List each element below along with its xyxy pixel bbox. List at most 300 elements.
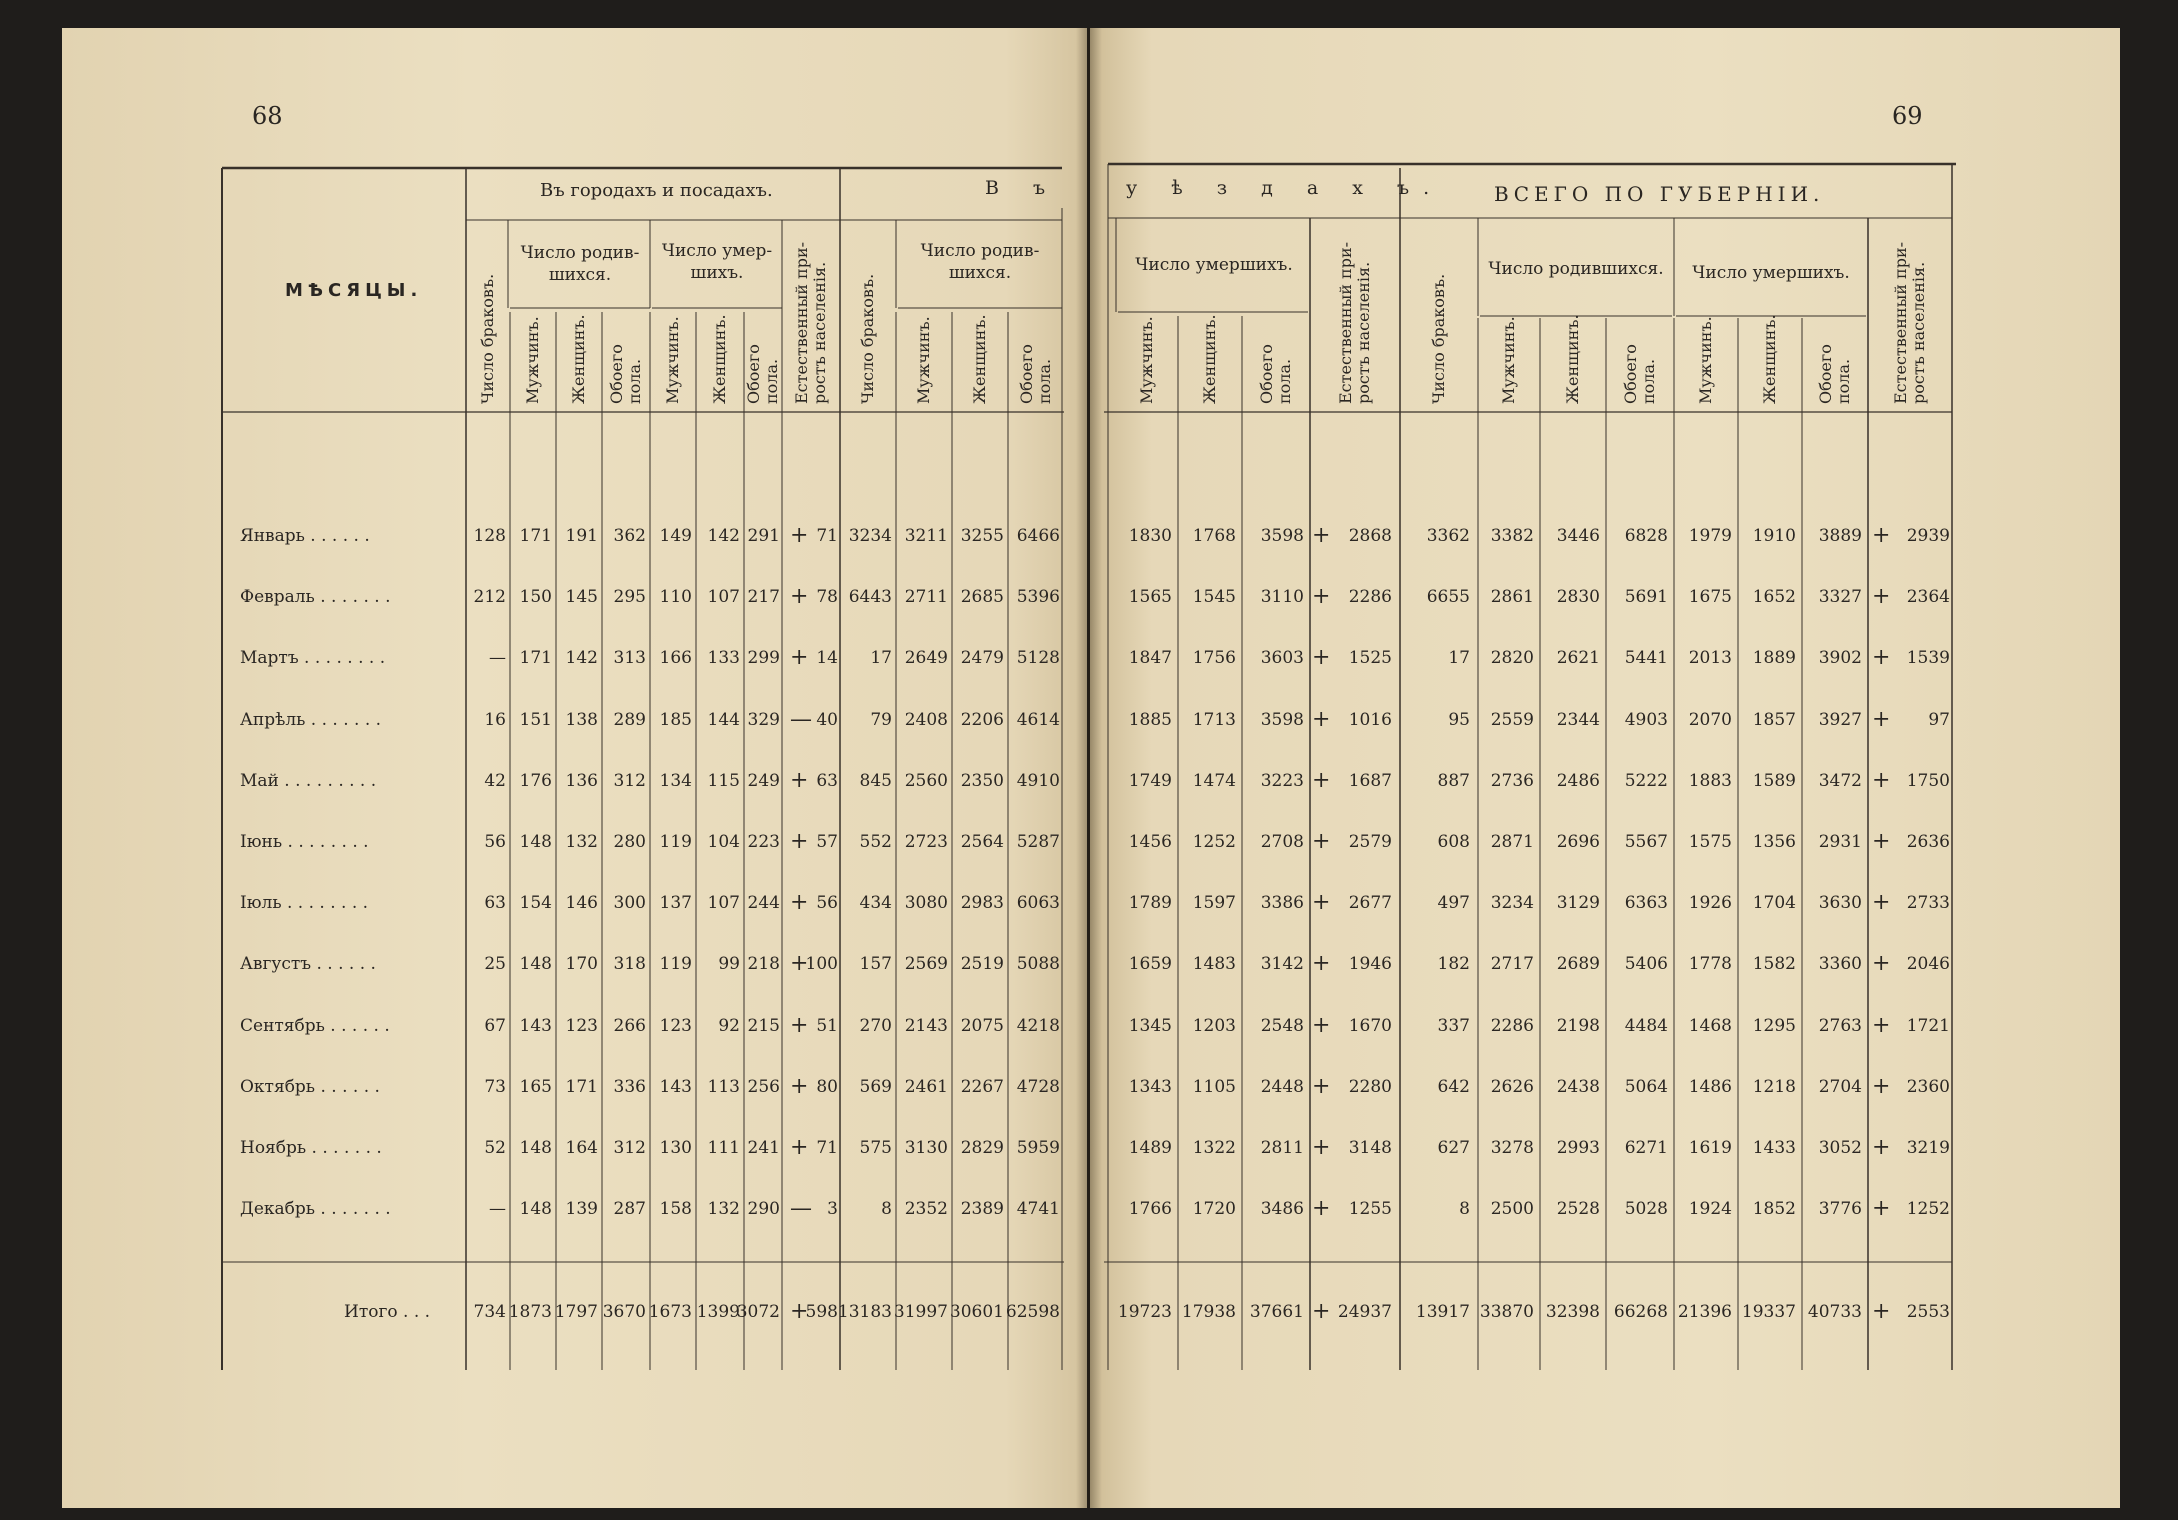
sign-cell: + [1312,890,1331,916]
sign-cell: + [790,584,809,610]
value-cell: 1016 [1348,709,1392,730]
value-cell: 2626 [1490,1076,1534,1097]
value-cell: 97 [1928,709,1950,730]
total-deaths-header: Число умершихъ. [1692,263,1850,283]
value-cell: 185 [659,709,692,730]
column-header: Число браковъ. [858,273,877,404]
value-cell: 2636 [1906,832,1950,852]
value-cell: 3052 [1818,1138,1862,1158]
value-cell: 8 [881,1199,892,1220]
sign-cell: + [1312,523,1331,548]
value-cell: 552 [859,832,892,852]
value-cell: 3129 [1556,893,1600,914]
value-cell: 289 [613,709,646,730]
value-cell: 3386 [1260,893,1304,914]
total-sign-cell: + [1872,1299,1891,1324]
sign-cell: + [790,829,809,854]
value-cell: 100 [805,954,838,975]
sign-cell: + [1312,645,1331,671]
value-cell: 130 [659,1138,692,1158]
sign-cell: + [790,1135,809,1160]
column-header: Мужчинъ. [663,316,682,404]
total-value-cell: 17938 [1181,1302,1236,1322]
value-cell: 78 [816,587,838,608]
value-cell: 300 [613,893,646,914]
value-cell: 2830 [1556,587,1600,608]
column-header: Обоего пола. [1017,344,1054,404]
total-value-cell: 3072 [736,1302,780,1322]
total-value-cell: 37661 [1249,1302,1304,1322]
value-cell: 1652 [1752,587,1796,608]
total-value-cell: 1797 [554,1302,598,1322]
value-cell: 2280 [1348,1076,1392,1097]
towns-group-header: Въ городахъ и посадахъ. [540,180,773,201]
value-cell: 217 [747,587,780,608]
value-cell: 2075 [960,1015,1004,1036]
value-cell: 17 [1448,648,1470,669]
value-cell: 1545 [1192,587,1236,608]
sign-cell: + [1312,1196,1331,1222]
total-label: Итого . . . [344,1302,431,1322]
value-cell: 71 [816,1138,838,1158]
value-cell: 1852 [1752,1199,1796,1220]
month-label: Октябрь . . . . . . [240,1076,380,1097]
value-cell: 1910 [1752,526,1796,546]
value-cell: 2717 [1490,954,1534,975]
value-cell: 25 [484,954,506,975]
column-header: Обоего пола. [1621,344,1658,404]
page-number-left: 68 [252,102,283,130]
month-label: Май . . . . . . . . . [240,770,377,791]
total-value-cell: 2553 [1906,1302,1950,1322]
value-cell: 249 [747,770,780,791]
value-cell: 3327 [1818,587,1862,608]
total-births-header: Число родившихся. [1488,259,1664,279]
value-cell: 132 [707,1199,740,1220]
value-cell: 3255 [960,526,1004,546]
total-sign-cell: + [1312,1299,1331,1324]
value-cell: 1474 [1192,770,1236,791]
value-cell: 1713 [1192,709,1236,730]
value-cell: 2820 [1490,648,1534,669]
value-cell: 1979 [1688,526,1732,546]
column-header: Обоего пола. [744,344,781,404]
value-cell: 71 [816,526,838,546]
total-value-cell: 13917 [1415,1302,1470,1322]
value-cell: 569 [859,1076,892,1097]
sign-cell: + [1872,1135,1891,1160]
value-cell: 2621 [1556,648,1600,669]
value-cell: 4218 [1016,1015,1060,1036]
value-cell: 1539 [1906,648,1950,669]
value-cell: 280 [613,832,646,852]
sign-cell: + [1872,951,1891,977]
value-cell: 154 [519,893,552,914]
value-cell: 1659 [1128,954,1172,975]
value-cell: 3902 [1818,648,1862,669]
value-cell: 107 [707,893,740,914]
value-cell: 1756 [1192,648,1236,669]
value-cell: 3362 [1426,526,1470,546]
total-value-cell: 19723 [1117,1302,1172,1322]
total-value-cell: 31997 [893,1302,948,1322]
month-label: Іюль . . . . . . . . [240,893,369,914]
column-header: Женщинъ. [569,314,588,404]
value-cell: 1345 [1128,1015,1172,1036]
sign-cell: + [790,645,809,671]
sign-cell: + [1312,767,1331,793]
value-cell: 142 [707,526,740,546]
value-cell: 6828 [1624,526,1668,546]
sign-cell: + [790,1073,809,1099]
value-cell: 2389 [960,1199,1004,1220]
value-cell: 182 [1437,954,1470,975]
value-cell: 171 [519,648,552,669]
month-label: Іюнь . . . . . . . . [240,832,369,852]
uezd-group-header-left: В ъ [985,177,1060,199]
value-cell: 5396 [1016,587,1060,608]
value-cell: 128 [473,526,506,546]
value-cell: 110 [659,587,692,608]
total-value-cell: 24937 [1337,1302,1392,1322]
value-cell: 111 [707,1138,740,1158]
value-cell: 6271 [1624,1138,1668,1158]
value-cell: 2811 [1260,1138,1304,1158]
column-header: Женщинъ. [970,314,989,404]
value-cell: 3446 [1556,526,1600,546]
value-cell: 3234 [1490,893,1534,914]
value-cell: 63 [816,770,838,791]
value-cell: 608 [1437,832,1470,852]
total-value-cell: 1673 [648,1302,692,1322]
sign-cell: + [1872,890,1891,916]
value-cell: 2198 [1556,1015,1600,1036]
value-cell: 218 [747,954,780,975]
value-cell: 1489 [1128,1138,1172,1158]
value-cell: 1486 [1688,1076,1732,1097]
value-cell: 5959 [1016,1138,1060,1158]
value-cell: 312 [613,770,646,791]
value-cell: 2677 [1348,893,1392,914]
value-cell: 16 [484,709,506,730]
value-cell: 80 [816,1076,838,1097]
value-cell: 2696 [1556,832,1600,852]
value-cell: 1766 [1128,1199,1172,1220]
value-cell: 3130 [904,1138,948,1158]
value-cell: 165 [519,1076,552,1097]
value-cell: 1575 [1688,832,1732,852]
total-value-cell: 3670 [602,1302,646,1322]
value-cell: 1565 [1128,587,1172,608]
value-cell: 299 [747,648,780,669]
value-cell: 2448 [1260,1076,1304,1097]
month-label: Апрѣль . . . . . . . [240,709,382,730]
value-cell: 2286 [1348,587,1392,608]
value-cell: 166 [659,648,692,669]
value-cell: 5222 [1624,770,1668,791]
value-cell: 266 [613,1015,646,1036]
value-cell: 113 [707,1076,740,1097]
value-cell: 1483 [1192,954,1236,975]
column-header: Число браковъ. [1429,273,1448,404]
total-value-cell: 734 [473,1302,506,1322]
column-header: Естественный при- ростъ населенія. [1891,241,1928,404]
value-cell: 99 [718,954,740,975]
total-value-cell: 1399 [696,1302,740,1322]
value-cell: 1322 [1192,1138,1236,1158]
value-cell: 5088 [1016,954,1060,975]
uezd-births-header: Число родив- шихся. [920,241,1040,283]
value-cell: 1456 [1128,832,1172,852]
value-cell: 1433 [1752,1138,1796,1158]
value-cell: 4484 [1624,1015,1668,1036]
total-value-cell: 33870 [1479,1302,1534,1322]
value-cell: 2564 [960,832,1004,852]
sign-cell: + [1312,1073,1331,1099]
value-cell: 6363 [1624,893,1668,914]
value-cell: 3219 [1906,1138,1950,1158]
value-cell: 1687 [1348,770,1392,791]
value-cell: 1883 [1688,770,1732,791]
value-cell: 104 [707,832,740,852]
value-cell: 2350 [960,770,1004,791]
column-header: Обоего пола. [607,344,644,404]
value-cell: 150 [519,587,552,608]
value-cell: 2983 [960,893,1004,914]
value-cell: 1597 [1192,893,1236,914]
column-header: Женщинъ. [1563,314,1582,404]
value-cell: 1778 [1688,954,1732,975]
value-cell: 2711 [904,587,948,608]
sign-cell: — [790,706,812,732]
value-cell: 1218 [1752,1076,1796,1097]
value-cell: 1847 [1128,648,1172,669]
sign-cell: + [1872,523,1891,548]
value-cell: 2579 [1348,832,1392,852]
value-cell: 1589 [1752,770,1796,791]
column-header: Мужчинъ. [523,316,542,404]
value-cell: 270 [859,1015,892,1036]
value-cell: 123 [565,1015,598,1036]
value-cell: 2689 [1556,954,1600,975]
column-header: Естественный при- ростъ населенія. [792,241,829,404]
value-cell: 95 [1448,709,1470,730]
town-births-header: Число родив- шихся. [520,243,640,285]
value-cell: 3776 [1818,1199,1862,1220]
value-cell: 145 [565,587,598,608]
months-header: МѢСЯЦЫ. [285,280,423,301]
value-cell: 2685 [960,587,1004,608]
sign-cell: + [790,951,809,977]
value-cell: 5028 [1624,1199,1668,1220]
value-cell: 4741 [1016,1199,1060,1220]
value-cell: 1105 [1192,1076,1236,1097]
value-cell: — [489,648,506,669]
value-cell: 2708 [1260,832,1304,852]
value-cell: 318 [613,954,646,975]
sign-cell: + [1312,1135,1331,1160]
value-cell: 57 [816,832,838,852]
sign-cell: + [1872,584,1891,610]
value-cell: 2046 [1906,954,1950,975]
value-cell: 223 [747,832,780,852]
value-cell: 119 [659,954,692,975]
value-cell: 2736 [1490,770,1534,791]
value-cell: 148 [519,1138,552,1158]
value-cell: 1885 [1128,709,1172,730]
value-cell: 2360 [1906,1076,1950,1097]
value-cell: 2861 [1490,587,1534,608]
value-cell: 51 [816,1015,838,1036]
value-cell: 291 [747,526,780,546]
value-cell: 1750 [1906,770,1950,791]
sign-cell: + [790,890,809,916]
value-cell: 3110 [1260,587,1304,608]
value-cell: 1252 [1192,832,1236,852]
value-cell: 1889 [1752,648,1796,669]
value-cell: 52 [484,1138,506,1158]
value-cell: 2939 [1906,526,1950,546]
value-cell: 1343 [1128,1076,1172,1097]
value-cell: 2486 [1556,770,1600,791]
value-cell: 6063 [1016,893,1060,914]
value-cell: 2993 [1556,1138,1600,1158]
value-cell: 3223 [1260,770,1304,791]
value-cell: 171 [565,1076,598,1097]
value-cell: 1720 [1192,1199,1236,1220]
value-cell: 143 [659,1076,692,1097]
value-cell: 1675 [1688,587,1732,608]
value-cell: 434 [859,893,892,914]
value-cell: 244 [747,893,780,914]
value-cell: 6655 [1426,587,1470,608]
value-cell: 56 [816,893,838,914]
value-cell: 137 [659,893,692,914]
month-label: Ноябрь . . . . . . . [240,1138,382,1158]
month-label: Декабрь . . . . . . . [240,1199,391,1220]
value-cell: 6443 [848,587,892,608]
value-cell: 136 [565,770,598,791]
value-cell: 1582 [1752,954,1796,975]
value-cell: 3486 [1260,1199,1304,1220]
value-cell: 497 [1437,893,1470,914]
value-cell: 2206 [960,709,1004,730]
total-value-cell: 66268 [1613,1302,1668,1322]
value-cell: 313 [613,648,646,669]
value-cell: 1356 [1752,832,1796,852]
value-cell: 575 [859,1138,892,1158]
value-cell: 1721 [1906,1015,1950,1036]
value-cell: 2364 [1906,587,1950,608]
value-cell: 642 [1437,1076,1470,1097]
value-cell: 2871 [1490,832,1534,852]
value-cell: 2408 [904,709,948,730]
sign-cell: + [1872,1073,1891,1099]
value-cell: 164 [565,1138,598,1158]
column-header: Естественный при- ростъ населенія. [1336,241,1373,404]
sign-cell: + [1312,951,1331,977]
column-header: Число браковъ. [478,273,497,404]
value-cell: 146 [565,893,598,914]
month-label: Февраль . . . . . . . [240,587,391,608]
value-cell: 171 [519,526,552,546]
value-cell: 1926 [1688,893,1732,914]
column-header: Женщинъ. [1200,314,1219,404]
value-cell: 1203 [1192,1015,1236,1036]
value-cell: 215 [747,1015,780,1036]
total-value-cell: 13183 [837,1302,892,1322]
column-header: Женщинъ. [1760,314,1779,404]
value-cell: 123 [659,1015,692,1036]
value-cell: 157 [859,954,892,975]
uezd-group-header-right: у ѣ з д а х ъ. [1126,177,1444,199]
value-cell: 3080 [904,893,948,914]
value-cell: 3927 [1818,709,1862,730]
total-value-cell: 21396 [1677,1302,1732,1322]
value-cell: 1830 [1128,526,1172,546]
value-cell: 3472 [1818,770,1862,791]
value-cell: 627 [1437,1138,1470,1158]
value-cell: 5691 [1624,587,1668,608]
value-cell: 119 [659,832,692,852]
value-cell: 56 [484,832,506,852]
month-label: Сентябрь . . . . . . [240,1015,390,1036]
value-cell: 132 [565,832,598,852]
value-cell: 144 [707,709,740,730]
value-cell: 191 [565,526,598,546]
value-cell: 2559 [1490,709,1534,730]
sign-cell: + [790,523,809,548]
value-cell: 3360 [1818,954,1862,975]
province-total-header: ВСЕГО ПО ГУБЕРНІИ. [1494,182,1825,206]
value-cell: 2519 [960,954,1004,975]
value-cell: 2763 [1818,1015,1862,1036]
column-header: Обоего пола. [1257,344,1294,404]
column-header: Обоего пола. [1816,344,1853,404]
value-cell: 42 [484,770,506,791]
value-cell: 148 [519,832,552,852]
value-cell: 2931 [1818,832,1862,852]
page-number-right: 69 [1892,102,1923,130]
value-cell: 362 [613,526,646,546]
sign-cell: + [1872,767,1891,793]
value-cell: 1789 [1128,893,1172,914]
value-cell: 256 [747,1076,780,1097]
value-cell: 79 [870,709,892,730]
sign-cell: + [1872,645,1891,671]
value-cell: 1924 [1688,1199,1732,1220]
value-cell: 142 [565,648,598,669]
value-cell: 3 [827,1199,838,1220]
value-cell: 290 [747,1199,780,1220]
value-cell: 2528 [1556,1199,1600,1220]
value-cell: 2461 [904,1076,948,1097]
value-cell: 2704 [1818,1076,1862,1097]
sign-cell: + [790,1012,809,1038]
value-cell: 2723 [904,832,948,852]
value-cell: 138 [565,709,598,730]
value-cell: 2267 [960,1076,1004,1097]
column-header: Мужчинъ. [1499,316,1518,404]
value-cell: 40 [816,709,838,730]
month-label: Августъ . . . . . . [240,954,376,975]
value-cell: 1525 [1348,648,1392,669]
column-header: Мужчинъ. [1696,316,1715,404]
value-cell: 337 [1437,1015,1470,1036]
sign-cell: + [1312,1012,1331,1038]
sign-cell: + [1872,829,1891,854]
value-cell: 1295 [1752,1015,1796,1036]
